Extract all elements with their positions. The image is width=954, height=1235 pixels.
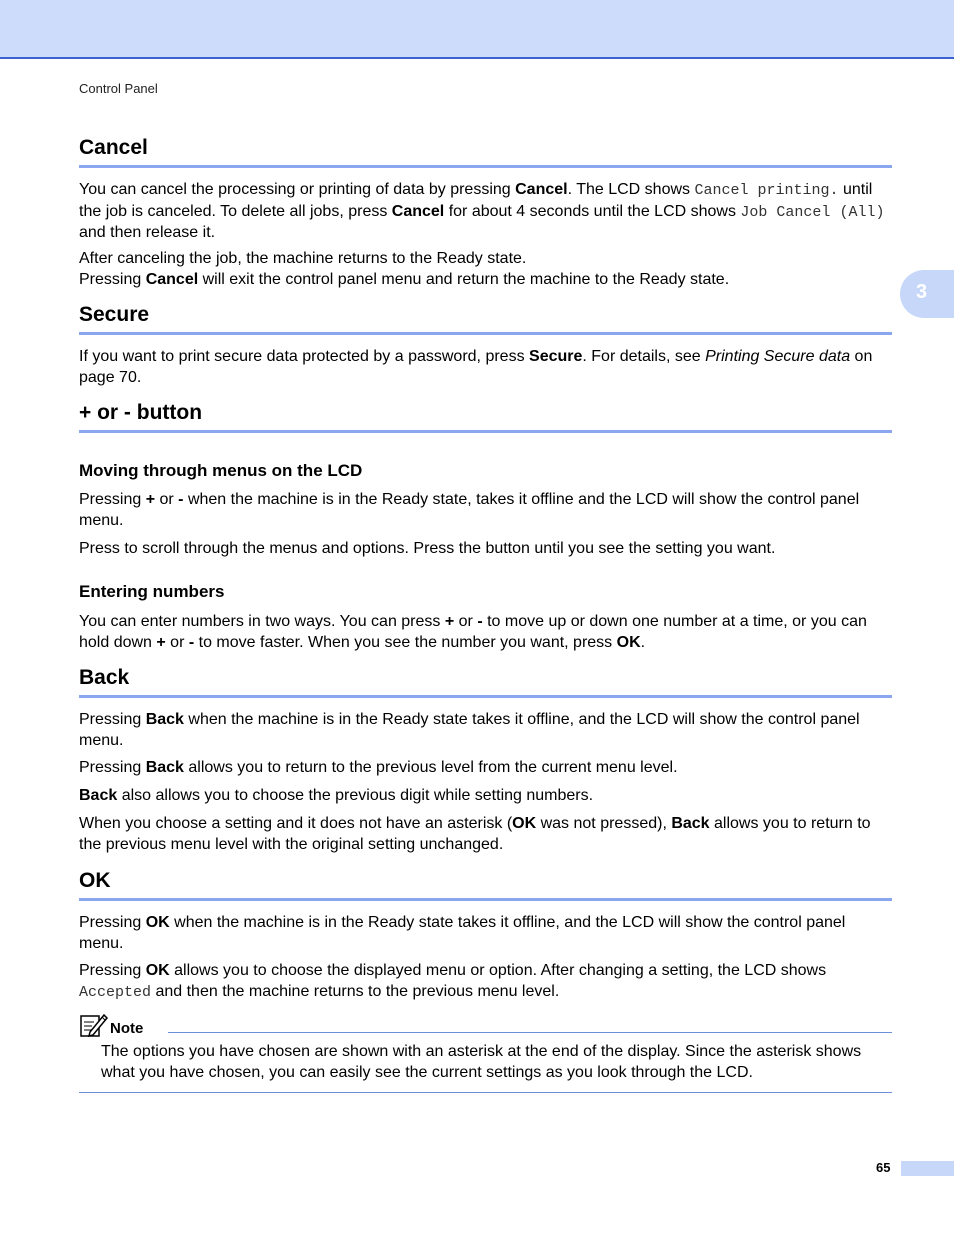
chapter-number: 3 [916,281,928,303]
subheading-entering-numbers: Entering numbers [79,582,225,601]
note-label: Note [110,1020,144,1037]
header-band [0,0,954,59]
secure-paragraph: If you want to print secure data protected by a password, press Secure. For details, see Printing Secure data on page 70. [79,348,873,386]
note-bottom-rule [79,1092,892,1093]
page-number: 65 [876,1160,891,1175]
heading-back: Back [79,665,892,698]
heading-secure: Secure [79,302,892,335]
moving-menus-paragraph-2: Press to scroll through the menus and options. Press the button until you see the setting you want. [79,540,776,557]
entering-numbers-paragraph: You can enter numbers in two ways. You can press + or - to move up or down one number at a time, or you can hold down + or - to move faster. When you see the number you want, press OK. [79,613,867,651]
moving-menus-paragraph-1: Pressing + or - when the machine is in the Ready state, takes it offline and the LCD will show the control panel menu. [79,491,860,529]
cancel-paragraph-2: After canceling the job, the machine returns to the Ready state. Pressing Cancel will exit the control panel menu and return the machine to the Ready state. [79,250,730,288]
ok-paragraph-2: Pressing OK allows you to choose the displayed menu or option. After changing a setting, the LCD shows Accepted and then the machine returns to the previous menu level. [79,962,827,1001]
cancel-paragraph-1: You can cancel the processing or printing of data by pressing Cancel. The LCD shows Cancel printing. until the job is canceled. To delete all jobs, press Cancel for about 4 seconds until the LCD shows Job Cancel (All) and then release it. [79,181,885,241]
note-header [79,1012,892,1038]
back-paragraph-4: When you choose a setting and it does not have an asterisk (OK was not pressed), Back allows you to return to the previous menu level with the original setting unchanged. [79,815,871,853]
subheading-moving-menus: Moving through menus on the LCD [79,461,363,480]
running-title: Control Panel [79,81,158,96]
page-number-bar [901,1161,954,1176]
heading-plus-minus: + or - button [79,400,892,433]
note-pencil-icon [79,1012,109,1038]
ok-paragraph-1: Pressing OK when the machine is in the Ready state takes it offline, and the LCD will show the control panel menu. [79,914,846,952]
heading-cancel: Cancel [79,135,892,168]
back-paragraph-1: Pressing Back when the machine is in the Ready state takes it offline, and the LCD will show the control panel menu. [79,711,860,749]
back-paragraph-3: Back also allows you to choose the previous digit while setting numbers. [79,787,594,804]
note-text: The options you have chosen are shown with an asterisk at the end of the display. Since the asterisk shows what you have chosen, you can easily see the current settings as you look through the LCD. [101,1043,862,1081]
chapter-tab [900,270,954,318]
note-divider [168,1032,892,1033]
back-paragraph-2: Pressing Back allows you to return to the previous level from the current menu level. [79,759,678,776]
heading-ok: OK [79,868,892,901]
